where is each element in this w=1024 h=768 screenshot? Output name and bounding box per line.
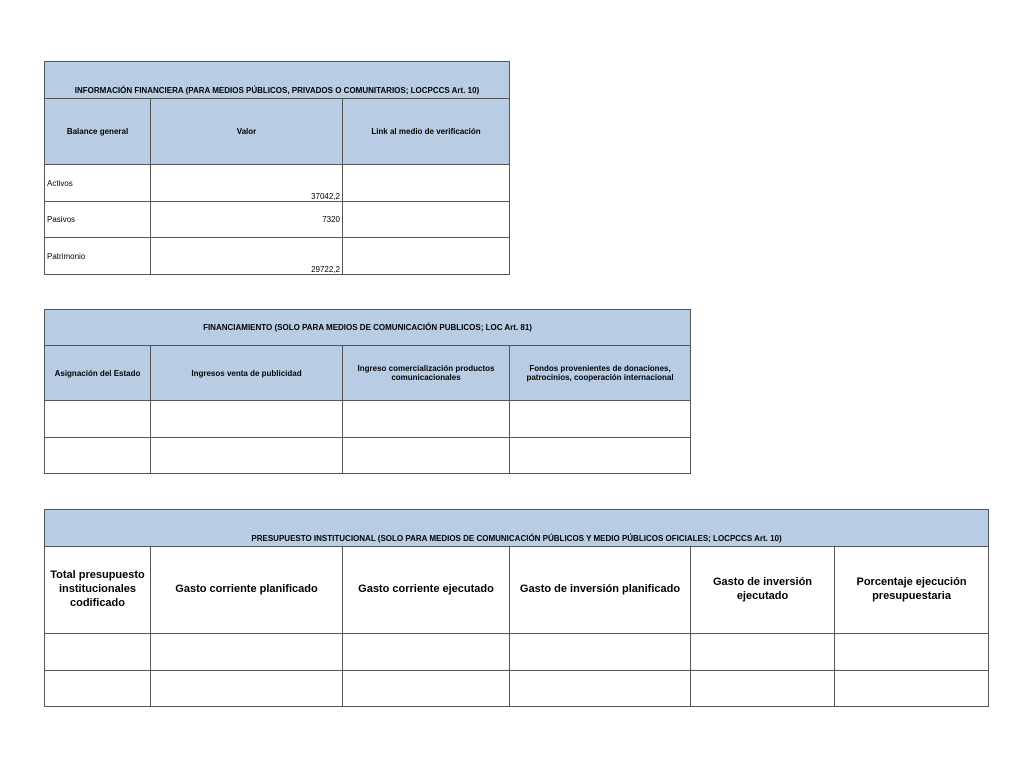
header-ingreso-comercializacion: Ingreso comercialización productos comunicacionales xyxy=(343,346,510,401)
header-valor: Valor xyxy=(151,99,343,165)
header-total-presupuesto: Total presupuesto institucionales codificado xyxy=(45,547,151,634)
header-ingresos-publicidad: Ingresos venta de publicidad xyxy=(151,346,343,401)
table-cell[interactable] xyxy=(151,438,343,474)
row-label-activos: Activos xyxy=(45,165,151,202)
row-label-pasivos: Pasivos xyxy=(45,202,151,238)
row-value-activos: 37042,2 xyxy=(151,165,343,202)
row-value-patrimonio: 29722,2 xyxy=(151,238,343,275)
table-cell[interactable] xyxy=(510,671,691,707)
financing-table xyxy=(44,309,691,474)
table-row xyxy=(45,165,510,202)
budget-table xyxy=(44,509,989,707)
financial-info-title: INFORMACIÓN FINANCIERA (PARA MEDIOS PÚBLICOS, PRIVADOS O COMUNITARIOS; LOCPCCS Art. 10) xyxy=(45,62,510,99)
header-gasto-corriente-planificado: Gasto corriente planificado xyxy=(151,547,343,634)
table-cell[interactable] xyxy=(835,671,989,707)
budget-title: PRESUPUESTO INSTITUCIONAL (SOLO PARA MEDIOS DE COMUNICACIÓN PÚBLICOS Y MEDIO PÚBLICOS OFICIALES; LOCPCCS Art. 10) xyxy=(45,510,989,547)
row-link-patrimonio[interactable] xyxy=(343,238,510,275)
table-cell[interactable] xyxy=(151,401,343,438)
financing-title: FINANCIAMIENTO (SOLO PARA MEDIOS DE COMUNICACIÓN PUBLICOS; LOC Art. 81) xyxy=(45,310,691,346)
table-cell[interactable] xyxy=(45,634,151,671)
table-row xyxy=(45,634,989,671)
table-cell[interactable] xyxy=(151,634,343,671)
header-balance-general: Balance general xyxy=(45,99,151,165)
table-cell[interactable] xyxy=(45,401,151,438)
row-value-pasivos: 7320 xyxy=(151,202,343,238)
header-porcentaje-ejecucion: Porcentaje ejecución presupuestaria xyxy=(835,547,989,634)
table-cell[interactable] xyxy=(343,634,510,671)
header-asignacion-estado: Asignación del Estado xyxy=(45,346,151,401)
header-gasto-corriente-ejecutado: Gasto corriente ejecutado xyxy=(343,547,510,634)
financial-info-table xyxy=(44,61,510,275)
table-cell[interactable] xyxy=(691,634,835,671)
table-cell[interactable] xyxy=(151,671,343,707)
header-link-verificacion: Link al medio de verificación xyxy=(343,99,510,165)
table-cell[interactable] xyxy=(343,671,510,707)
table-row xyxy=(45,202,510,238)
table-cell[interactable] xyxy=(691,671,835,707)
table-cell[interactable] xyxy=(343,438,510,474)
header-gasto-inversion-ejecutado: Gasto de inversión ejecutado xyxy=(691,547,835,634)
table-cell[interactable] xyxy=(510,401,691,438)
header-gasto-inversion-planificado: Gasto de inversión planificado xyxy=(510,547,691,634)
table-row xyxy=(45,438,691,474)
row-link-activos[interactable] xyxy=(343,165,510,202)
table-cell[interactable] xyxy=(835,634,989,671)
row-link-pasivos[interactable] xyxy=(343,202,510,238)
table-cell[interactable] xyxy=(510,438,691,474)
table-cell[interactable] xyxy=(45,671,151,707)
table-cell[interactable] xyxy=(45,438,151,474)
header-fondos-donaciones: Fondos provenientes de donaciones, patrocinios, cooperación internacional xyxy=(510,346,691,401)
row-label-patrimonio: Patrimonio xyxy=(45,238,151,275)
table-row xyxy=(45,671,989,707)
table-row xyxy=(45,401,691,438)
table-row xyxy=(45,238,510,275)
table-cell[interactable] xyxy=(343,401,510,438)
table-cell[interactable] xyxy=(510,634,691,671)
